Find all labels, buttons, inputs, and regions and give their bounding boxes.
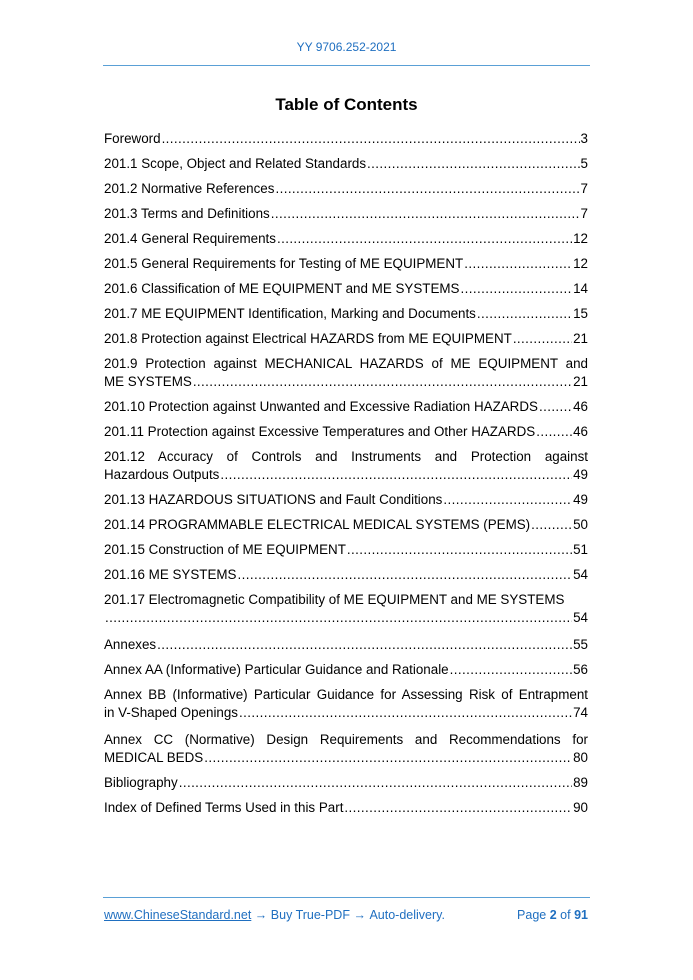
toc-entry-text: 201.1 Scope, Object and Related Standards	[104, 156, 367, 171]
dot-leader	[220, 466, 572, 484]
toc-entry-201-6[interactable]	[104, 280, 588, 298]
toc-page-number: 46	[573, 424, 588, 439]
dot-leader	[464, 255, 572, 273]
toc-page-number: 21	[573, 374, 588, 389]
dot-leader	[513, 330, 572, 348]
toc-entry-201-10[interactable]	[104, 398, 588, 416]
toc-entry-text: 201.7 ME EQUIPMENT Identification, Marking and Documents	[104, 306, 476, 321]
dot-leader	[271, 205, 580, 223]
toc-page-number: 7	[580, 206, 588, 221]
dot-leader	[443, 491, 572, 509]
toc-page-number: 90	[573, 800, 588, 815]
dot-leader	[367, 155, 580, 173]
toc-entry-foreword[interactable]	[104, 130, 588, 148]
toc-entry-201-12[interactable]	[104, 448, 588, 484]
dot-leader	[105, 609, 572, 627]
toc-entry-text: 201.2 Normative References	[104, 181, 275, 196]
toc-entry-annex-aa[interactable]	[104, 661, 588, 679]
toc-entry-201-7[interactable]	[104, 305, 588, 323]
toc-entry-text: 201.16 ME SYSTEMS	[104, 567, 237, 582]
toc-entry-201-4[interactable]	[104, 230, 588, 248]
dot-leader	[539, 398, 572, 416]
footer-divider	[103, 897, 590, 898]
dot-leader	[347, 541, 572, 559]
toc-page-number: 89	[573, 775, 588, 790]
toc-entry-201-17[interactable]	[104, 591, 588, 627]
dot-leader	[277, 230, 572, 248]
toc-entry-text-continued: MEDICAL BEDS	[104, 750, 204, 765]
toc-entry-text: Annex CC (Normative) Design Requirements and Recommendations for	[104, 732, 588, 747]
dot-leader	[162, 130, 580, 148]
toc-page-number: 56	[573, 662, 588, 677]
toc-entry-text: 201.12 Accuracy of Controls and Instruments and Protection against	[104, 449, 588, 464]
toc-entry-201-1[interactable]	[104, 155, 588, 173]
toc-entry-201-11[interactable]	[104, 423, 588, 441]
toc-entry-index[interactable]	[104, 799, 588, 817]
toc-page-number: 12	[573, 231, 588, 246]
toc-entry-text: 201.5 General Requirements for Testing of ME EQUIPMENT	[104, 256, 464, 271]
toc-entry-text: 201.14 PROGRAMMABLE ELECTRICAL MEDICAL SYSTEMS (PEMS)	[104, 517, 531, 532]
toc-page-number: 5	[580, 156, 588, 171]
toc-entry-201-16[interactable]	[104, 566, 588, 584]
toc-entry-text-continued: ME SYSTEMS	[104, 374, 192, 389]
toc-entry-bibliography[interactable]	[104, 774, 588, 792]
toc-entry-text: Index of Defined Terms Used in this Part	[104, 800, 344, 815]
toc-page-number: 54	[573, 610, 588, 625]
toc-entry-text: 201.10 Protection against Unwanted and Excessive Radiation HAZARDS	[104, 399, 538, 414]
toc-page-number: 49	[573, 492, 588, 507]
toc-entry-201-14[interactable]	[104, 516, 588, 534]
of-label: of	[560, 908, 571, 922]
dot-leader	[450, 661, 572, 679]
document-id-header: YY 9706.252-2021	[296, 40, 397, 54]
dot-leader	[179, 774, 572, 792]
toc-entry-annexes[interactable]	[104, 636, 588, 654]
toc-page-number: 50	[573, 517, 588, 532]
toc-page-number: 51	[573, 542, 588, 557]
dot-leader	[344, 799, 572, 817]
dot-leader	[239, 704, 572, 722]
dot-leader	[204, 749, 572, 767]
toc-entry-201-8[interactable]	[104, 330, 588, 348]
toc-entry-text-continued: in V-Shaped Openings	[104, 705, 239, 720]
toc-title: Table of Contents	[275, 95, 418, 114]
toc-page-number: 14	[573, 281, 588, 296]
toc-entry-annex-bb[interactable]	[104, 686, 588, 722]
toc-entry-201-15[interactable]	[104, 541, 588, 559]
toc-entry-text: 201.13 HAZARDOUS SITUATIONS and Fault Conditions	[104, 492, 443, 507]
toc-entry-201-5[interactable]	[104, 255, 588, 273]
dot-leader	[531, 516, 572, 534]
toc-entry-201-3[interactable]	[104, 205, 588, 223]
toc-entry-text: Annex AA (Informative) Particular Guidance and Rationale	[104, 662, 449, 677]
toc-page-number: 80	[573, 750, 588, 765]
website-link[interactable]: www.ChineseStandard.net	[104, 908, 252, 922]
toc-page-number: 3	[580, 131, 588, 146]
toc-entry-text: Annexes	[104, 637, 157, 652]
toc-entry-text: Foreword	[104, 131, 161, 146]
toc-entry-text: Bibliography	[104, 775, 178, 790]
dot-leader	[460, 280, 572, 298]
toc-page-number: 54	[573, 567, 588, 582]
dot-leader	[157, 636, 572, 654]
auto-delivery-text: Auto-delivery.	[369, 908, 445, 922]
toc-entry-text: 201.15 Construction of ME EQUIPMENT	[104, 542, 346, 557]
toc-entry-201-9[interactable]	[104, 355, 588, 391]
current-page-number: 2	[549, 908, 557, 922]
dot-leader	[477, 305, 572, 323]
toc-page-number: 74	[573, 705, 588, 720]
buy-true-pdf-text: Buy True-PDF	[270, 908, 350, 922]
toc-entry-text-continued: Hazardous Outputs	[104, 467, 220, 482]
toc-page-number: 12	[573, 256, 588, 271]
dot-leader	[275, 180, 579, 198]
page-footer	[104, 908, 588, 922]
toc-entry-text: 201.9 Protection against MECHANICAL HAZARDS of ME EQUIPMENT and	[104, 356, 588, 371]
page-label: Page	[517, 908, 547, 922]
toc-page-number: 49	[573, 467, 588, 482]
dot-leader	[193, 373, 572, 391]
toc-entry-annex-cc[interactable]	[104, 731, 588, 767]
toc-page-number: 15	[573, 306, 588, 321]
toc-entry-text: 201.11 Protection against Excessive Temperatures and Other HAZARDS	[104, 424, 536, 439]
header-divider	[103, 65, 590, 66]
arrow-right-icon: →	[254, 908, 268, 922]
toc-page-number: 21	[573, 331, 588, 346]
toc-page-number: 55	[573, 637, 588, 652]
toc-entry-text: 201.6 Classification of ME EQUIPMENT and ME SYSTEMS	[104, 281, 460, 296]
toc-entry-201-13[interactable]	[104, 491, 588, 509]
toc-entry-text: 201.4 General Requirements	[104, 231, 276, 246]
dot-leader	[237, 566, 572, 584]
arrow-right-icon: →	[353, 908, 366, 922]
toc-entry-text: 201.3 Terms and Definitions	[104, 206, 270, 221]
toc-page-number: 46	[573, 399, 588, 414]
total-pages: 91	[574, 908, 588, 922]
toc-entry-text: Annex BB (Informative) Particular Guidance for Assessing Risk of Entrapment	[104, 687, 588, 702]
dot-leader	[536, 423, 572, 441]
toc-entry-201-2[interactable]	[104, 180, 588, 198]
toc-page-number: 7	[580, 181, 588, 196]
toc-entry-text: 201.17 Electromagnetic Compatibility of ME EQUIPMENT and ME SYSTEMS	[104, 592, 565, 607]
toc-entry-text: 201.8 Protection against Electrical HAZARDS from ME EQUIPMENT	[104, 331, 512, 346]
